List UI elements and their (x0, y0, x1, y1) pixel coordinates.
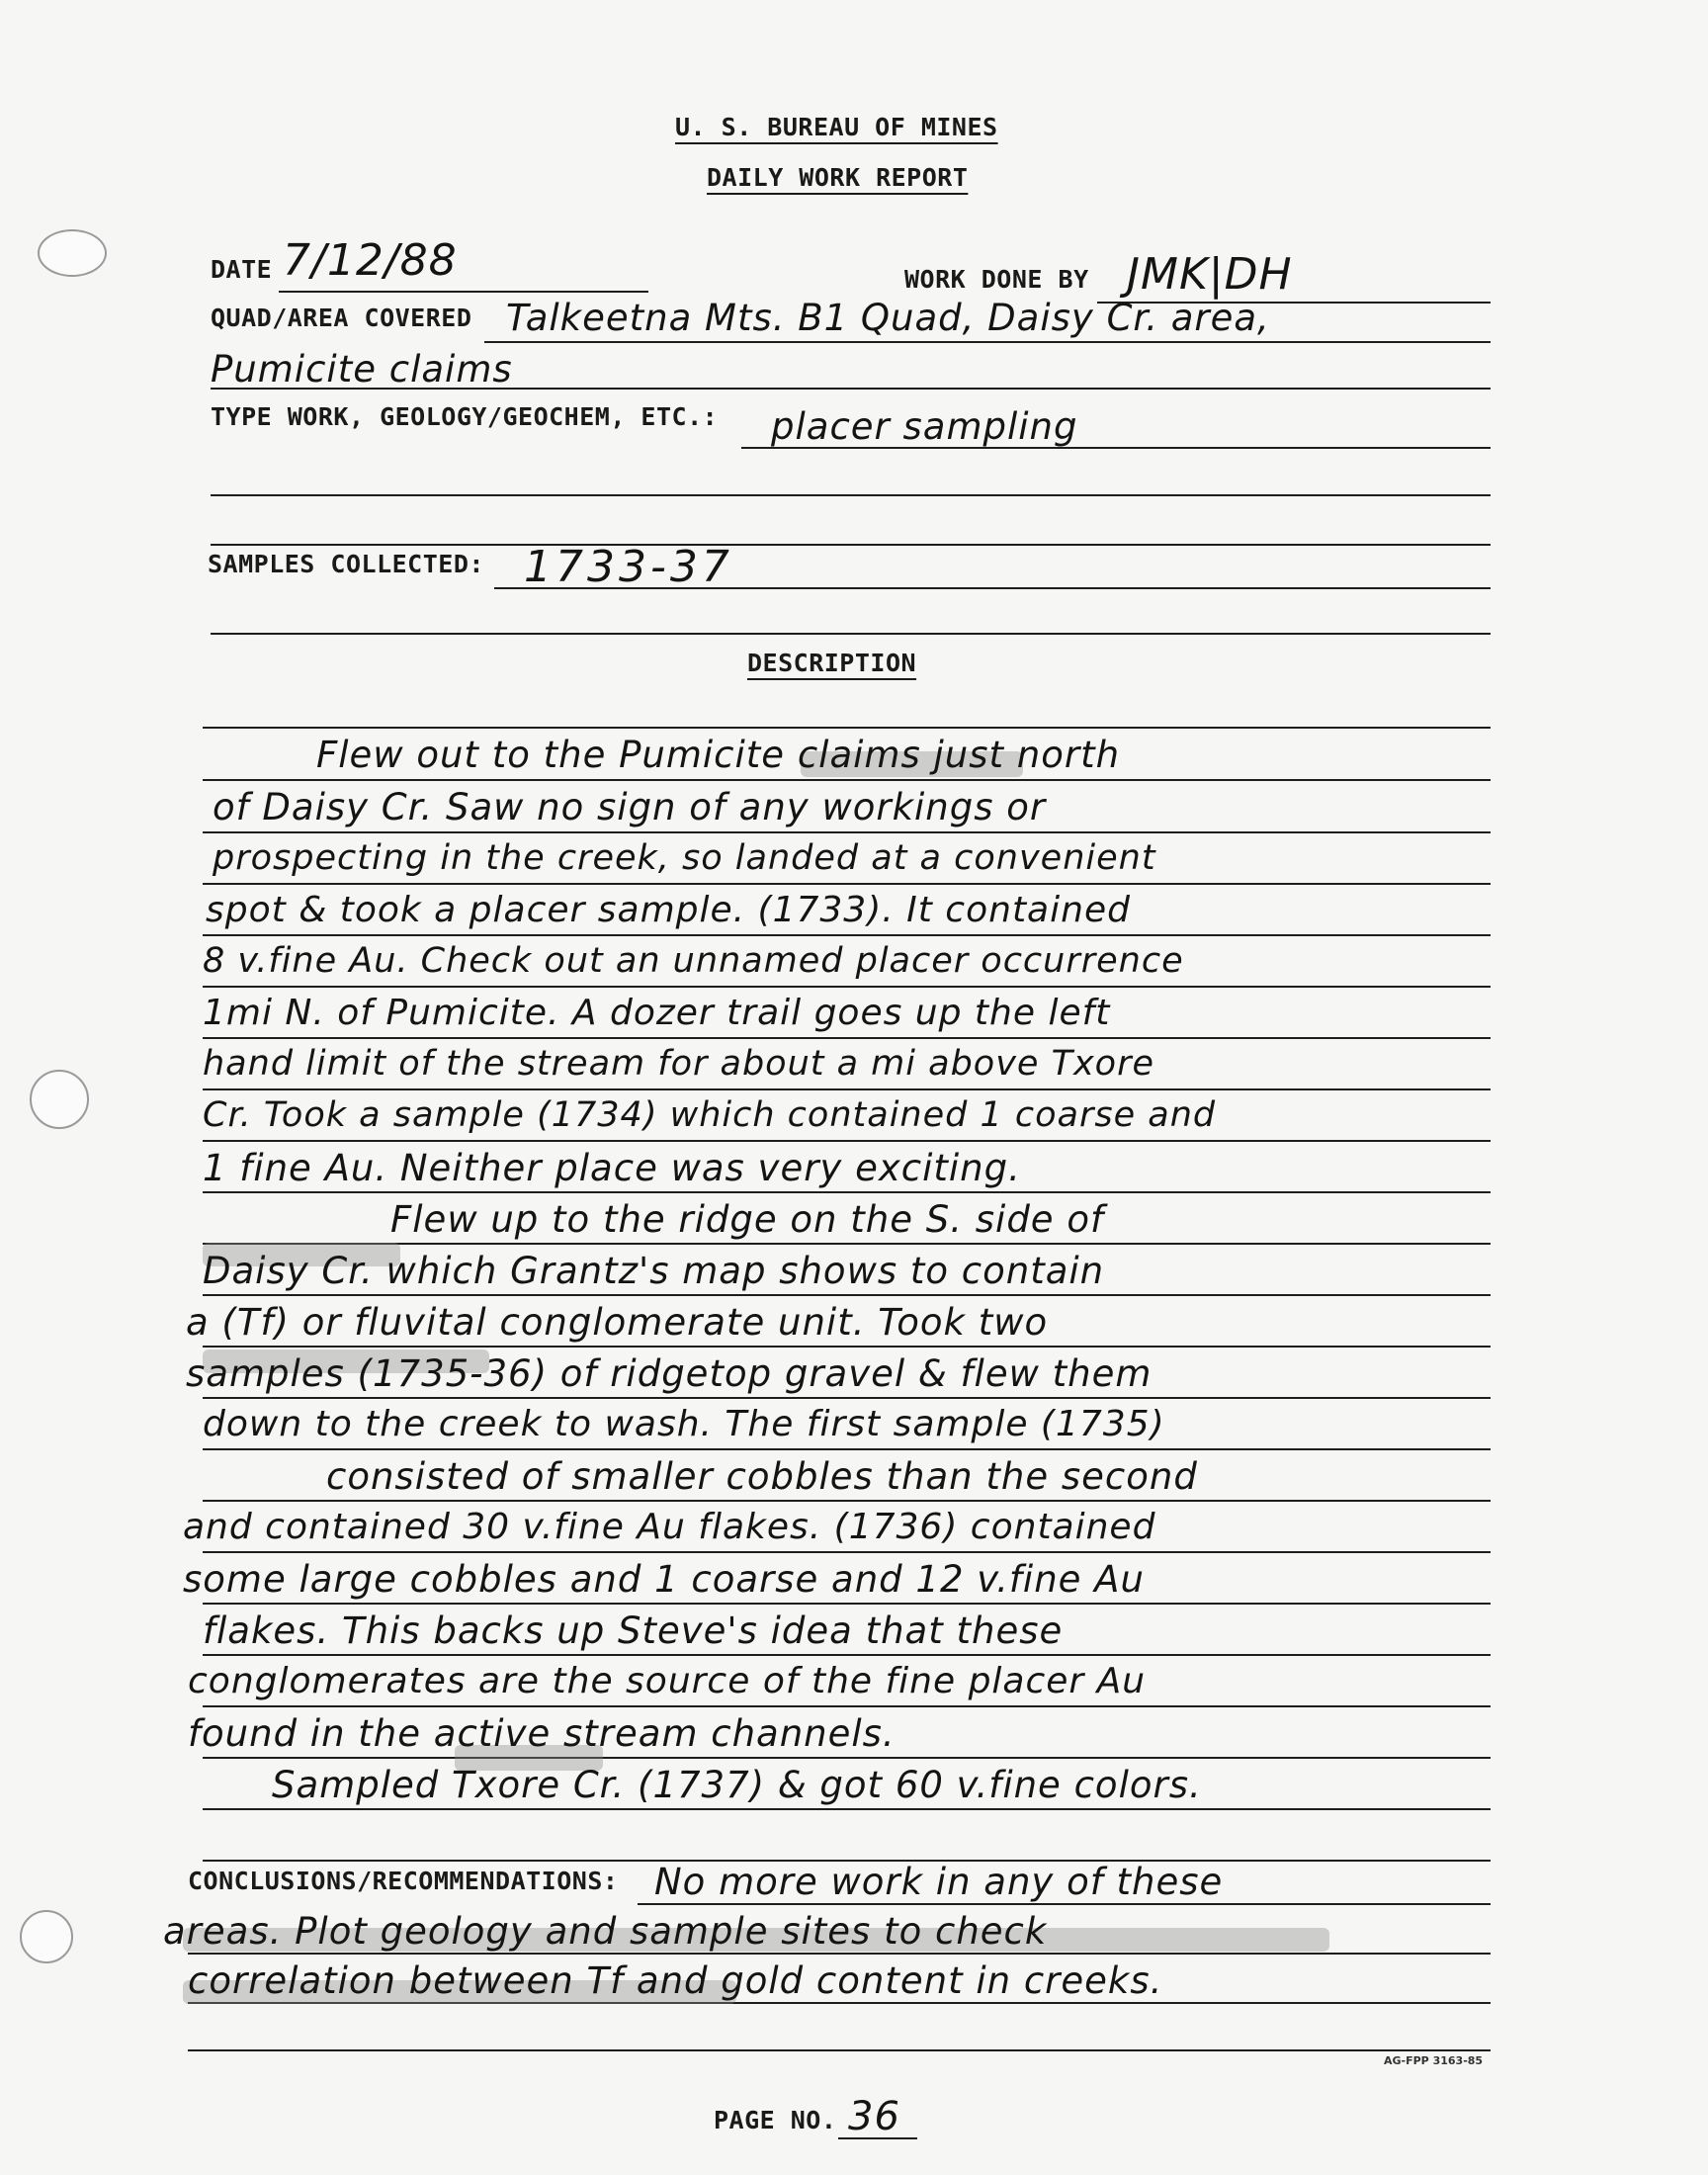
description-line: found in the active stream channels. (188, 1712, 896, 1755)
description-line: samples (1735-36) of ridgetop gravel & flew them (186, 1352, 1153, 1395)
samples-label: SAMPLES COLLECTED: (208, 550, 484, 578)
description-line: Sampled Txore Cr. (1737) & got 60 v.fine colors. (272, 1764, 1202, 1806)
samples-value: 1733-37 (524, 542, 733, 592)
description-line: Daisy Cr. which Grantz's map shows to contain (203, 1250, 1105, 1292)
description-heading: DESCRIPTION (747, 649, 917, 677)
desc-rule (203, 1705, 1491, 1707)
desc-rule (203, 1448, 1491, 1450)
agency-title: U. S. BUREAU OF MINES (675, 113, 998, 141)
desc-rule (203, 1140, 1491, 1142)
date-line (279, 291, 648, 293)
quad-label: QUAD/AREA COVERED (211, 304, 472, 332)
date-value: 7/12/88 (283, 235, 458, 286)
type-work-label: TYPE WORK, GEOLOGY/GEOCHEM, ETC.: (211, 402, 719, 431)
conclusions-line-2 (188, 1953, 1491, 1955)
blank-line-1 (211, 494, 1491, 496)
desc-rule (203, 1808, 1491, 1810)
desc-rule (203, 1654, 1491, 1656)
description-line: flakes. This backs up Steve's idea that these (203, 1610, 1064, 1652)
page-label: PAGE NO. (714, 2106, 837, 2134)
conclusions-line1: No more work in any of these (654, 1861, 1224, 1903)
desc-rule (203, 1551, 1491, 1553)
desc-rule (203, 727, 1491, 729)
description-line: a (Tf) or fluvital conglomerate unit. Took two (186, 1301, 1049, 1344)
description-line: 1mi N. of Pumicite. A dozer trail goes up the left (203, 993, 1111, 1033)
description-line: Flew out to the Pumicite claims just north (316, 734, 1121, 776)
desc-rule (203, 1757, 1491, 1759)
desc-rule (203, 1603, 1491, 1605)
description-line: some large cobbles and 1 coarse and 12 v.fine Au (183, 1558, 1145, 1601)
desc-rule (203, 1500, 1491, 1502)
date-label: DATE (211, 255, 273, 284)
desc-rule (203, 986, 1491, 988)
work-done-by-value: JMK|DH (1127, 249, 1293, 300)
quad-value-line2: Pumicite claims (211, 348, 513, 391)
desc-rule (203, 1037, 1491, 1039)
quad-line-1 (484, 341, 1491, 343)
desc-rule (203, 1346, 1491, 1348)
desc-rule (203, 1397, 1491, 1399)
punch-hole-bottom (20, 1910, 73, 1963)
desc-rule (203, 831, 1491, 833)
page-value: 36 (848, 2094, 900, 2139)
form-code: AG-FPP 3163-85 (1384, 2054, 1484, 2067)
type-work-value: placer sampling (771, 405, 1078, 448)
desc-rule (203, 934, 1491, 936)
desc-rule (203, 1294, 1491, 1296)
description-line: 1 fine Au. Neither place was very exciting. (203, 1147, 1021, 1189)
description-line: of Daisy Cr. Saw no sign of any workings or (213, 786, 1047, 828)
description-line: Flew up to the ridge on the S. side of (390, 1198, 1104, 1241)
desc-rule (203, 1191, 1491, 1193)
conclusions-line-4 (188, 2049, 1491, 2051)
desc-rule (203, 883, 1491, 885)
report-title: DAILY WORK REPORT (707, 163, 969, 192)
description-line: conglomerates are the source of the fine placer Au (188, 1661, 1147, 1701)
work-done-by-label: WORK DONE BY (904, 265, 1089, 294)
description-line: and contained 30 v.fine Au flakes. (1736) contained (183, 1507, 1156, 1547)
conclusions-line2: areas. Plot geology and sample sites to check (163, 1910, 1048, 1953)
conclusions-line3: correlation between Tf and gold content in creeks. (188, 1959, 1163, 2002)
description-line: prospecting in the creek, so landed at a convenient (213, 838, 1156, 878)
desc-rule (203, 779, 1491, 781)
conclusions-label: CONCLUSIONS/RECOMMENDATIONS: (188, 1867, 619, 1895)
punch-hole-middle (30, 1070, 89, 1129)
punch-hole-top (38, 229, 107, 277)
desc-rule (203, 1088, 1491, 1090)
description-line: 8 v.fine Au. Check out an unnamed placer occurrence (203, 941, 1184, 981)
description-line: spot & took a placer sample. (1733). It contained (206, 890, 1131, 930)
description-line: Cr. Took a sample (1734) which contained 1 coarse and (203, 1095, 1217, 1135)
blank-line-2 (211, 544, 1491, 546)
description-line: down to the creek to wash. The first sample (1735) (203, 1404, 1165, 1444)
quad-value-line1: Talkeetna Mts. B1 Quad, Daisy Cr. area, (506, 297, 1270, 339)
description-line: hand limit of the stream for about a mi above Txore (203, 1044, 1154, 1084)
blank-line-3 (211, 633, 1491, 635)
description-line: consisted of smaller cobbles than the second (326, 1455, 1198, 1498)
conclusions-line-1 (638, 1903, 1491, 1905)
